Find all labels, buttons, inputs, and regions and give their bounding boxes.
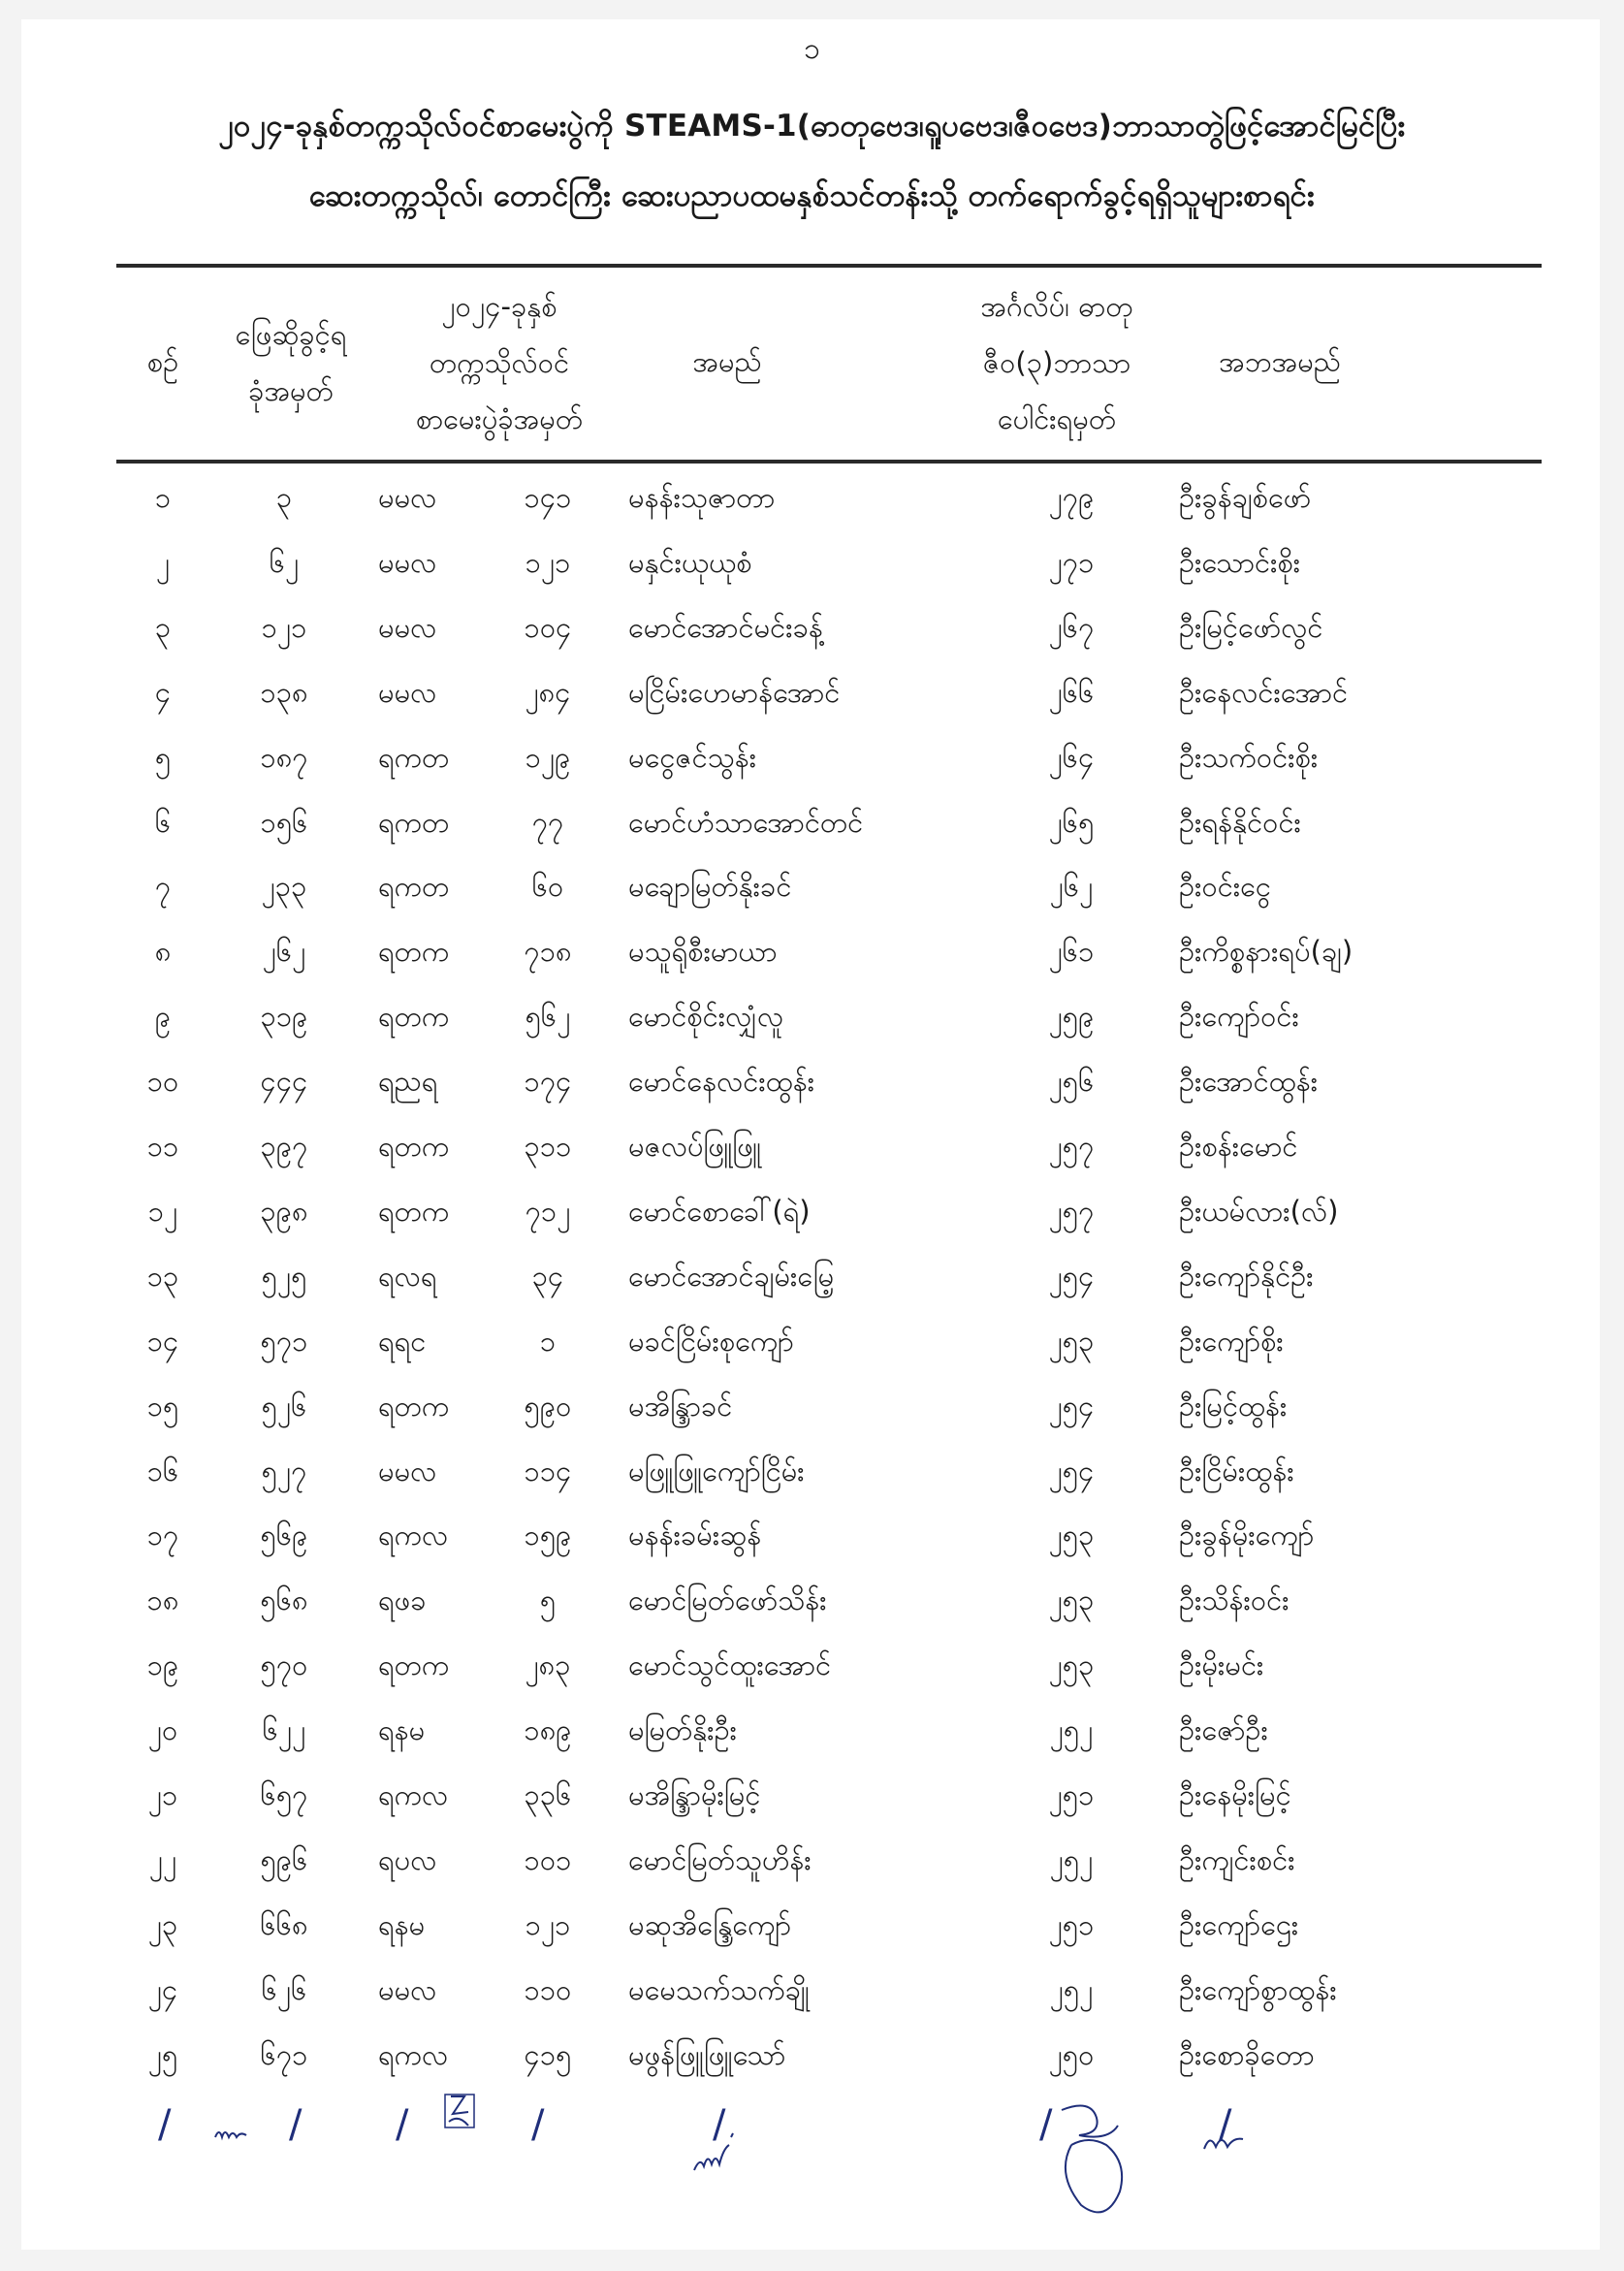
cell-name: မချောမြတ်နိုးခင် <box>628 870 792 903</box>
cell-name: မောင်မြတ်ဖော်သိန်း <box>628 1583 827 1616</box>
signature-initials <box>441 2093 480 2137</box>
table-row <box>0 465 1624 529</box>
cell-permit-number: ၂၃၃ <box>261 870 307 903</box>
cell-name: မနန်းခမ်းဆွန် <box>628 1519 762 1551</box>
cell-father-name: ဦးစန်းမောင် <box>1179 1130 1298 1163</box>
check-mark: / <box>289 2102 303 2147</box>
cell-name: မအိန္ဒြာမိုးမြင့် <box>628 1778 761 1811</box>
cell-name: မောင်နေလင်းထွန်း <box>628 1065 815 1098</box>
cell-total-marks: ၂၅၂ <box>1049 1843 1094 1876</box>
header-marks-line-1: အင်္ဂလိပ်၊ ဓာတု <box>980 290 1133 323</box>
table-row <box>0 530 1624 594</box>
cell-name: မောင်ဟံသာအောင်တင် <box>628 806 864 839</box>
cell-permit-number: ၃၁၉ <box>260 1000 308 1033</box>
cell-father-name: ဦးသက်ဝင်းစိုး <box>1179 741 1319 774</box>
cell-father-name: ဦးဇော်ဦး <box>1179 1713 1268 1746</box>
document-title-line-2: ဆေးတက္ကသိုလ်၊ တောင်ကြီး ဆေးပညာပထမနှစ်သင်တန်းသို့ တက်ရောက်ခွင့်ရရှိသူများစာရင်း <box>309 178 1315 213</box>
cell-exam-center: ရနမ <box>378 1908 426 1941</box>
cell-father-name: ဦးကိစ္စနားရပ်(ချ) <box>1179 935 1353 968</box>
cell-permit-number: ၅၉၆ <box>260 1843 308 1876</box>
cell-serial: ၂၀ <box>147 1713 178 1746</box>
cell-total-marks: ၂၅၄ <box>1048 1390 1095 1423</box>
table-row <box>0 1309 1624 1373</box>
cell-name: မောင်စောခေါ်(ရဲ) <box>628 1195 811 1228</box>
cell-exam-center: ရရင <box>378 1325 427 1358</box>
check-mark: / <box>1219 2102 1232 2147</box>
cell-exam-seat: ၁၇၄ <box>524 1065 572 1098</box>
table-row <box>0 919 1624 983</box>
table-row <box>0 1244 1624 1308</box>
cell-father-name: ဦးသောင်းစိုး <box>1179 546 1301 579</box>
cell-father-name: ဦးမြင့်ဖော်လွင် <box>1179 611 1323 644</box>
cell-exam-center: ရကတ <box>378 806 450 839</box>
cell-total-marks: ၂၆၄ <box>1048 741 1095 774</box>
cell-exam-center: မမလ <box>378 481 437 514</box>
cell-exam-seat: ၁၁၀ <box>524 1973 572 2006</box>
cell-permit-number: ၆၂၂ <box>262 1713 306 1746</box>
cell-permit-number: ၆၆၈ <box>260 1908 308 1941</box>
cell-exam-seat: ၁ <box>539 1325 557 1358</box>
cell-serial: ၁၅ <box>146 1390 179 1423</box>
cell-serial: ၆ <box>154 806 172 839</box>
cell-total-marks: ၂၅၉ <box>1048 1000 1095 1033</box>
table-row <box>0 1893 1624 1957</box>
cell-exam-center: မမလ <box>378 1973 437 2006</box>
cell-exam-center: ရတက <box>378 935 450 968</box>
cell-permit-number: ၆၅၇ <box>260 1778 308 1811</box>
cell-exam-center: ရပလ <box>378 1843 437 1876</box>
cell-total-marks: ၂၆၇ <box>1048 611 1095 644</box>
table-row <box>0 984 1624 1048</box>
cell-exam-center: ရနမ <box>378 1713 426 1746</box>
table-row <box>0 1958 1624 2022</box>
cell-permit-number: ၆၂ <box>269 546 300 579</box>
cell-exam-seat: ၁၀၁ <box>524 1843 572 1876</box>
cell-father-name: ဦးနေမိုးမြင့် <box>1179 1778 1291 1811</box>
cell-name: မောင်သွင်ထူးအောင် <box>628 1648 832 1681</box>
cell-exam-seat: ၅၆၂ <box>525 1000 571 1033</box>
header-permit-line-1: ဖြေဆိုခွင့်ရ <box>235 318 347 351</box>
table-row <box>0 854 1624 918</box>
cell-total-marks: ၂၆၂ <box>1049 870 1094 903</box>
signature-initials <box>690 2131 741 2176</box>
cell-serial: ၂၃ <box>147 1908 178 1941</box>
table-row <box>0 1763 1624 1827</box>
cell-total-marks: ၂၅၃ <box>1048 1519 1095 1551</box>
cell-father-name: ဦးယမ်လား(လ်) <box>1179 1195 1339 1228</box>
header-exam-line-1: ၂၀၂၄-ခုနှစ် <box>441 290 557 323</box>
cell-serial: ၇ <box>154 870 172 903</box>
check-mark: / <box>713 2102 726 2147</box>
cell-serial: ၁၀ <box>146 1065 179 1098</box>
cell-name: မအိန္ဒြာခင် <box>628 1390 733 1423</box>
check-mark: / <box>531 2102 545 2147</box>
cell-permit-number: ၆၂၆ <box>261 1973 307 2006</box>
cell-permit-number: ၁၈၇ <box>260 741 308 774</box>
cell-exam-seat: ၇၇ <box>531 806 564 839</box>
cell-total-marks: ၂၇၁ <box>1048 546 1095 579</box>
cell-permit-number: ၅၆၈ <box>260 1583 308 1616</box>
cell-serial: ၂၅ <box>147 2038 178 2071</box>
table-row <box>0 1049 1624 1113</box>
cell-father-name: ဦးရန်နိုင်ဝင်း <box>1179 806 1301 839</box>
cell-permit-number: ၁၂၁ <box>261 611 307 644</box>
cell-exam-center: ရတက <box>378 1648 450 1681</box>
header-total-marks <box>931 278 1183 447</box>
cell-permit-number: ၅၆၉ <box>260 1519 308 1551</box>
cell-permit-number: ၃၉၇ <box>260 1130 308 1163</box>
cell-exam-center: ရလရ <box>378 1260 437 1293</box>
cell-exam-seat: ၁၈၉ <box>524 1713 572 1746</box>
cell-father-name: ဦးအောင်ထွန်း <box>1179 1065 1319 1098</box>
cell-father-name: ဦးမိုးမင်း <box>1179 1648 1264 1681</box>
header-marks-line-2: ဇီဝ(၃)ဘာသာ <box>982 346 1131 379</box>
cell-exam-seat: ၆၀ <box>531 870 564 903</box>
table-row <box>0 1439 1624 1503</box>
table-row <box>0 1374 1624 1438</box>
cell-exam-seat: ၁၂၉ <box>525 741 571 774</box>
check-mark: / <box>1039 2102 1053 2147</box>
cell-total-marks: ၂၆၁ <box>1048 935 1095 968</box>
cell-total-marks: ၂၅၄ <box>1048 1455 1095 1487</box>
cell-father-name: ဦးကျော်စိုး <box>1179 1325 1284 1358</box>
table-header-rule <box>116 460 1542 464</box>
signature-initials <box>1202 2129 1247 2155</box>
cell-permit-number: ၅၇၀ <box>260 1648 308 1681</box>
cell-total-marks: ၂၅၃ <box>1048 1583 1095 1616</box>
cell-father-name: ဦးငြိမ်းထွန်း <box>1179 1455 1294 1487</box>
cell-serial: ၄ <box>154 676 172 709</box>
cell-total-marks: ၂၅၂ <box>1049 1973 1094 2006</box>
cell-exam-seat: ၃၃၆ <box>524 1778 572 1811</box>
cell-father-name: ဦးမြင့်ထွန်း <box>1179 1390 1288 1423</box>
table-row <box>0 725 1624 789</box>
cell-name: မဖြူဖြူကျော်ငြိမ်း <box>628 1455 805 1487</box>
cell-father-name: ဦးကျော်နိုင်ဦး <box>1179 1260 1314 1293</box>
cell-permit-number: ၂၆၂ <box>262 935 306 968</box>
cell-serial: ၁ <box>154 481 172 514</box>
cell-exam-seat: ၂၈၄ <box>525 676 571 709</box>
cell-serial: ၁၉ <box>146 1648 179 1681</box>
cell-father-name: ဦးဝင်းငွေ <box>1179 870 1272 903</box>
cell-name: မခင်ငြိမ်းစုကျော် <box>628 1325 794 1358</box>
cell-serial: ၁၁ <box>146 1130 179 1163</box>
cell-total-marks: ၂၅၁ <box>1048 1908 1095 1941</box>
signature-initials <box>1052 2089 1139 2234</box>
cell-exam-seat: ၁၀၄ <box>524 611 572 644</box>
cell-exam-center: ရဖခ <box>378 1583 427 1616</box>
cell-exam-center: ရကတ <box>378 741 450 774</box>
check-mark: / <box>396 2102 409 2147</box>
cell-exam-center: မမလ <box>378 611 437 644</box>
cell-exam-center: ရညရ <box>378 1065 438 1098</box>
cell-permit-number: ၄၄၄ <box>260 1065 308 1098</box>
cell-name: မမြတ်နိုးဦး <box>628 1713 738 1746</box>
table-row <box>0 595 1624 659</box>
signature-initials <box>213 2124 256 2145</box>
cell-permit-number: ၅၂၆ <box>261 1390 307 1423</box>
cell-total-marks: ၂၅၄ <box>1048 1260 1095 1293</box>
cell-father-name: ဦးခွန်ချစ်ဖော် <box>1179 481 1312 514</box>
cell-exam-center: ရတက <box>378 1130 450 1163</box>
cell-name: မငြိမ်းဟေမာန်အောင် <box>628 676 841 709</box>
cell-exam-seat: ၇၁၈ <box>524 935 572 968</box>
cell-serial: ၂ <box>155 546 171 579</box>
cell-exam-seat: ၃၁၁ <box>524 1130 572 1163</box>
cell-serial: ၁၃ <box>146 1260 179 1293</box>
cell-permit-number: ၁၅၆ <box>260 806 308 839</box>
cell-exam-center: မမလ <box>378 676 437 709</box>
cell-serial: ၈ <box>154 935 172 968</box>
document-title-line-1: ၂၀၂၄-ခုနှစ်တက္ကသိုလ်ဝင်စာမေးပွဲကို STEAMS-1(ဓာတုဗေဒ၊ရူပဗေဒ၊ဇီဝဗေဒ)ဘာသာတွဲဖြင့်အောင်မြင်ပြီး <box>218 109 1406 144</box>
cell-father-name: ဦးနေလင်းအောင် <box>1179 676 1349 709</box>
cell-exam-seat: ၄၁၅ <box>524 2038 572 2071</box>
cell-total-marks: ၂၅၇ <box>1048 1130 1095 1163</box>
table-row <box>0 790 1624 854</box>
cell-serial: ၂၄ <box>147 1973 178 2006</box>
cell-name: မငွေဇင်သွန်း <box>628 741 757 774</box>
cell-father-name: ဦးကျင်းစင်း <box>1179 1843 1295 1876</box>
table-row <box>0 1698 1624 1762</box>
cell-serial: ၉ <box>154 1000 172 1033</box>
cell-exam-center: မမလ <box>378 1455 437 1487</box>
cell-exam-center: မမလ <box>378 546 437 579</box>
cell-name: မဆုအိန္ဒြေကျော် <box>628 1908 792 1941</box>
cell-serial: ၂၂ <box>148 1843 177 1876</box>
cell-exam-center: ရကလ <box>378 1519 449 1551</box>
header-exam-line-2: တက္ကသိုလ်ဝင် <box>429 346 570 379</box>
cell-total-marks: ၂၆၅ <box>1048 806 1095 839</box>
cell-father-name: ဦးစောခိုတော <box>1179 2038 1315 2071</box>
cell-exam-seat: ၅၉၀ <box>524 1390 572 1423</box>
cell-serial: ၂၁ <box>147 1778 178 1811</box>
cell-total-marks: ၂၅၃ <box>1048 1325 1095 1358</box>
cell-exam-center: ရတက <box>378 1195 450 1228</box>
table-row <box>0 1633 1624 1697</box>
header-exam-seat-number <box>368 278 630 447</box>
table-row <box>0 1114 1624 1178</box>
cell-total-marks: ၂၅၆ <box>1048 1065 1095 1098</box>
cell-name: မသူရိုစီးမာယာ <box>628 935 778 968</box>
cell-serial: ၁၆ <box>146 1455 179 1487</box>
table-row <box>0 1568 1624 1632</box>
cell-serial: ၁၄ <box>146 1325 179 1358</box>
cell-exam-center: ရတက <box>378 1390 450 1423</box>
cell-name: မနန်းသုဇာတာ <box>628 481 776 514</box>
table-row <box>0 1828 1624 1892</box>
header-permit-number <box>204 306 378 419</box>
table-row <box>0 660 1624 724</box>
cell-exam-center: ရကတ <box>378 870 450 903</box>
signature-row <box>0 2102 1624 2151</box>
cell-exam-seat: ၁၄၁ <box>524 481 572 514</box>
header-exam-line-3: စာမေးပွဲခုံအမှတ် <box>415 402 584 435</box>
cell-exam-seat: ၁၂၁ <box>525 546 571 579</box>
cell-permit-number: ၅၂၇ <box>261 1455 307 1487</box>
cell-serial: ၁၇ <box>146 1519 179 1551</box>
cell-name: မနှင်းယုယုစံ <box>628 546 752 579</box>
cell-permit-number: ၅၂၅ <box>261 1260 307 1293</box>
cell-exam-seat: ၁၂၁ <box>525 1908 571 1941</box>
cell-exam-seat: ၃၄ <box>531 1260 564 1293</box>
cell-permit-number: ၅၇၁ <box>260 1325 308 1358</box>
header-father-name: အဘအမည် <box>1219 345 1341 378</box>
cell-name: မောင်အောင်မင်းခန့် <box>628 611 823 644</box>
header-name: အမည် <box>692 345 762 378</box>
cell-permit-number: ၃၉၈ <box>260 1195 308 1228</box>
cell-total-marks: ၂၅၁ <box>1048 1778 1095 1811</box>
cell-total-marks: ၂၅၃ <box>1048 1648 1095 1681</box>
table-row <box>0 1503 1624 1567</box>
header-marks-line-3: ပေါင်းရမှတ် <box>997 402 1117 435</box>
cell-exam-center: ရကလ <box>378 1778 449 1811</box>
cell-name: မောင်စိုင်းလျှံလူ <box>628 1000 784 1033</box>
cell-permit-number: ၁၃၈ <box>260 676 308 709</box>
cell-father-name: ဦးသိန်းဝင်း <box>1179 1583 1290 1616</box>
cell-father-name: ဦးကျော်ဌေး <box>1179 1908 1299 1941</box>
cell-name: မောင်အောင်ချမ်းမြေ့ <box>628 1260 835 1293</box>
cell-total-marks: ၂၅၀ <box>1048 2038 1095 2071</box>
cell-exam-center: ရတက <box>378 1000 450 1033</box>
cell-father-name: ဦးခွန်မိုးကျော် <box>1179 1519 1315 1551</box>
table-row <box>0 1179 1624 1243</box>
cell-total-marks: ၂၅၂ <box>1049 1713 1094 1746</box>
table-row <box>0 2023 1624 2087</box>
cell-exam-seat: ၅ <box>539 1583 557 1616</box>
header-permit-line-2: ခုံအမှတ် <box>248 374 334 407</box>
page-number: ၁ <box>804 32 820 66</box>
cell-total-marks: ၂၇၉ <box>1048 481 1095 514</box>
cell-exam-seat: ၂၈၃ <box>525 1648 571 1681</box>
cell-name: မမေသက်သက်ချို <box>628 1973 810 2006</box>
cell-serial: ၁၂ <box>147 1195 178 1228</box>
cell-name: မဖွန်ဖြူဖြူသော် <box>628 2038 786 2071</box>
cell-father-name: ဦးကျော်စွာထွန်း <box>1179 1973 1337 2006</box>
cell-serial: ၃ <box>154 611 172 644</box>
cell-name: မဇလပ်ဖြူဖြူ <box>628 1130 762 1163</box>
table-top-rule <box>116 264 1542 268</box>
check-mark: / <box>158 2102 172 2147</box>
cell-name: မောင်မြတ်သူဟိန်း <box>628 1843 812 1876</box>
cell-exam-seat: ၁၁၄ <box>524 1455 572 1487</box>
cell-serial: ၅ <box>154 741 172 774</box>
cell-father-name: ဦးကျော်ဝင်း <box>1179 1000 1299 1033</box>
cell-exam-center: ရကလ <box>378 2038 449 2071</box>
cell-exam-seat: ၇၁၂ <box>525 1195 571 1228</box>
cell-total-marks: ၂၆၆ <box>1048 676 1095 709</box>
cell-permit-number: ၃ <box>275 481 293 514</box>
cell-total-marks: ၂၅၇ <box>1048 1195 1095 1228</box>
cell-exam-seat: ၁၅၉ <box>524 1519 572 1551</box>
header-serial: စဉ် <box>146 345 179 378</box>
cell-serial: ၁၈ <box>146 1583 179 1616</box>
cell-permit-number: ၆၇၁ <box>260 2038 308 2071</box>
